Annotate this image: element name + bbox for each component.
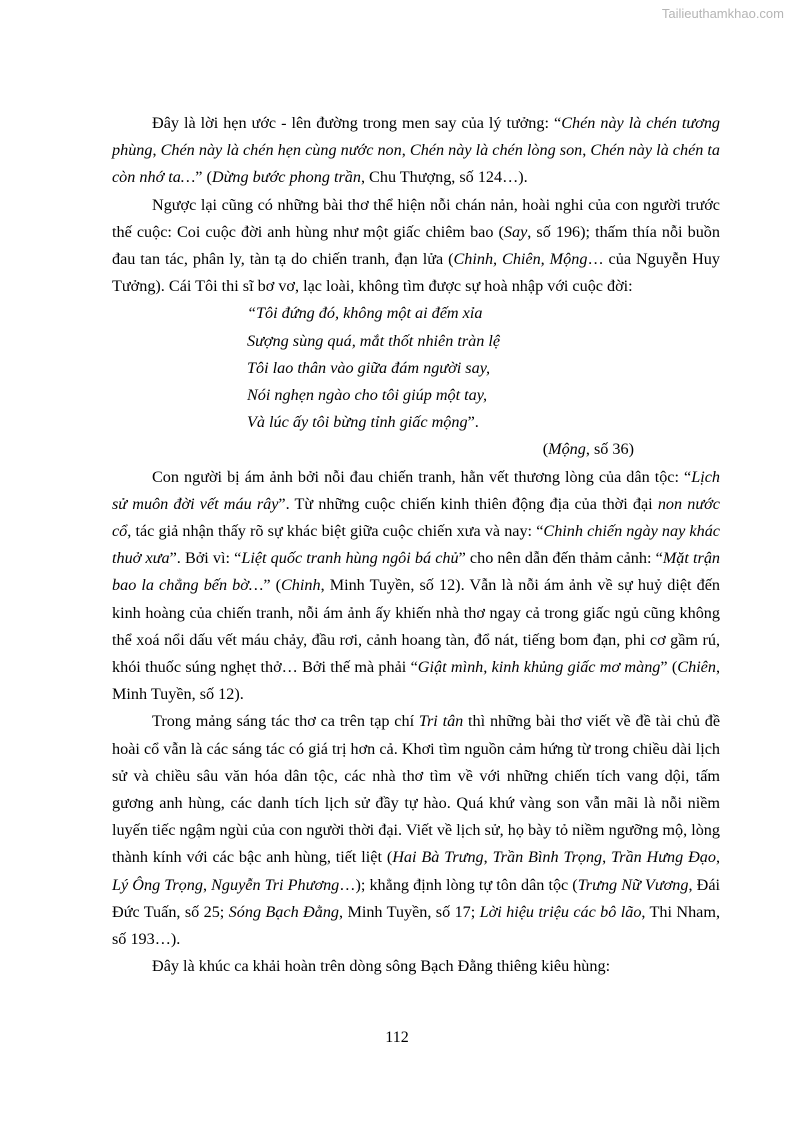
poem-line [247, 409, 720, 436]
italic-text: Say [503, 222, 528, 241]
italic-text: Trần Bình Trọng [492, 848, 603, 867]
text: , Minh Tuyền, số 17; [339, 902, 480, 921]
text: , tác giả nhận thấy rõ sự khác biệt giữa cuộc chiến xưa và nay: “ [127, 522, 544, 541]
italic-text: Chén này là chén tương phùng [112, 114, 721, 160]
text: , Đái Đức Tuấn, số 25; [112, 875, 720, 921]
text: Con người bị ám ảnh bởi nỗi đau chiến tranh, hằn vết thương lòng của dân tộc: “ [152, 467, 692, 486]
text: , Chu Thượng, số 124…). [360, 168, 528, 187]
citation-rest: , số 36) [585, 440, 634, 459]
italic-text: Giật mình, kinh khủng giấc mơ màng [417, 658, 661, 677]
italic-text: Dừng bước phong trần [211, 168, 361, 187]
watermark: Tailieuthamkhao.com [661, 6, 784, 21]
text: Đây là lời hẹn ước - lên đường trong men say của lý tưởng: “ [152, 114, 562, 132]
paragraph-group-1 [112, 110, 720, 300]
italic-text: Trần Hưng Đạo [611, 848, 716, 867]
text: Đây là khúc ca khải hoàn trên dòng sông Bạch Đằng thiêng kiêu hùng: [152, 957, 611, 976]
citation-open: ( [542, 440, 549, 459]
text: , Minh Tuyền, số 12). [112, 658, 721, 704]
text: ” ( [195, 168, 212, 187]
italic-text: Lời hiệu triệu các bô lão [479, 902, 642, 921]
text: ” ( [263, 576, 281, 595]
paragraph [112, 110, 720, 192]
paragraph-group-2 [112, 464, 720, 981]
citation-title: Mộng [548, 440, 586, 459]
poem-line-text: Và lúc ấy tôi bừng tỉnh giấc mộng [247, 413, 468, 432]
poem-citation [112, 436, 720, 463]
italic-text: Tri tân [418, 712, 464, 731]
text: Ngược lại cũng có những bài thơ thể hiện nỗi chán nản, hoài nghi của con người trước thế cuộc: Coi cuộc đời anh hùng như một giấc chiêm bao ( [112, 195, 720, 241]
paragraph [112, 192, 720, 301]
poem-line: Sượng sùng quá, mắt thốt nhiên tràn lệ [247, 331, 501, 350]
italic-text: Chiên [677, 658, 716, 677]
italic-text: Sóng Bạch Đằng [228, 902, 340, 921]
italic-text: Hai Bà Trưng [392, 848, 484, 867]
text: ”. Bởi vì: “ [169, 549, 242, 568]
italic-text: Chinh chiến ngày nay khác thuở xưa [112, 522, 720, 568]
text: thì những bài thơ viết về đề tài chủ đề hoài cổ vẫn là các sáng tác có giá trị hơn cả. Khơi tìm nguồn cảm hứng từ trong chiều dài lịch sử và chiều sâu văn hóa dân tộc, các nhà thơ tìm về với những chiến tích vang dội, tấm gương anh hùng, các danh tích lịch sử đầy tự hào. Quá khứ vàng son vẫn mãi là nỗi niềm luyến tiếc ngậm ngùi của con người thời đại. Viết về lịch sử, họ bày tỏ niềm ngưỡng mộ, lòng thành kính với các bậc anh hùng, tiết liệt ( [112, 712, 721, 867]
text: , [582, 141, 591, 160]
italic-text: Nguyễn Tri Phương [211, 875, 340, 894]
page-number: 112 [385, 1029, 409, 1046]
poem [247, 300, 720, 436]
italic-text: Mặt trận bao la chẳng bến bờ… [112, 549, 721, 595]
text: … của Nguyễn Huy Tưởng). Cái Tôi thi sĩ bơ vơ, lạc loài, không tìm được sự hoà nhập với cuộc đời: [112, 250, 720, 296]
italic-text: Lịch sử muôn đời vết máu rây [112, 467, 720, 513]
text: , [715, 848, 721, 867]
text: Trong mảng sáng tác thơ ca trên tạp chí [152, 712, 419, 731]
italic-text: Trưng Nữ Vương [577, 875, 689, 894]
text: , [602, 848, 612, 867]
paragraph [112, 708, 720, 953]
italic-text: Chén này là chén hẹn cùng nước non [160, 141, 402, 160]
poem-line-end: ”. [467, 413, 479, 432]
text: , [401, 141, 410, 160]
text: , [483, 848, 493, 867]
text: , [202, 875, 212, 894]
text: ” ( [660, 658, 678, 677]
italic-text: Chinh, Chiên, Mộng [453, 250, 588, 269]
poem-line: “Tôi đứng đó, không một ai đếm xỉa [247, 304, 483, 323]
text: ”. Từ những cuộc chiến kinh thiên động địa của thời đại [278, 494, 658, 513]
paragraph [112, 464, 720, 709]
text: ” cho nên dẫn đến thảm cảnh: “ [458, 549, 663, 568]
text: , Thi Nham, số 193…). [112, 902, 721, 949]
italic-text: Chinh [280, 576, 321, 595]
poem-line: Tôi lao thân vào giữa đám người say, [247, 358, 491, 377]
text: …); khẳng định lòng tự tôn dân tộc ( [339, 875, 578, 894]
text: , Minh Tuyền, số 12). Vẫn là nỗi ám ảnh về sự huỷ diệt đến kinh hoàng của chiến tranh, nỗi ám ảnh ấy khiến nhà thơ ngay cả trong giấc ngủ cũng không thể xoá nổi dấu vết máu chảy, đầu rơi, cảnh hoang tàn, đổ nát, tiếng bom đạn, phi cơ gầm rú, khói thuốc súng nghẹt thở… Bởi thế mà phải “ [112, 576, 721, 677]
italic-text: non nước cổ [112, 494, 720, 541]
poem-line: Nói nghẹn ngào cho tôi giúp một tay, [247, 386, 488, 405]
italic-text: Lý Ông Trọng [112, 875, 203, 894]
italic-text: Chén này là chén lòng son [409, 141, 583, 160]
italic-text: Chén này là chén ta còn nhớ ta… [112, 141, 721, 187]
paragraph [112, 953, 720, 980]
page-body [112, 110, 720, 981]
text: , [152, 141, 161, 160]
italic-text: Liệt quốc tranh hùng ngôi bá chủ [241, 549, 459, 568]
text: , số 196); thấm thía nỗi buồn đau tan tác, phân ly, tàn tạ do chiến tranh, đạn lửa ( [112, 222, 720, 269]
